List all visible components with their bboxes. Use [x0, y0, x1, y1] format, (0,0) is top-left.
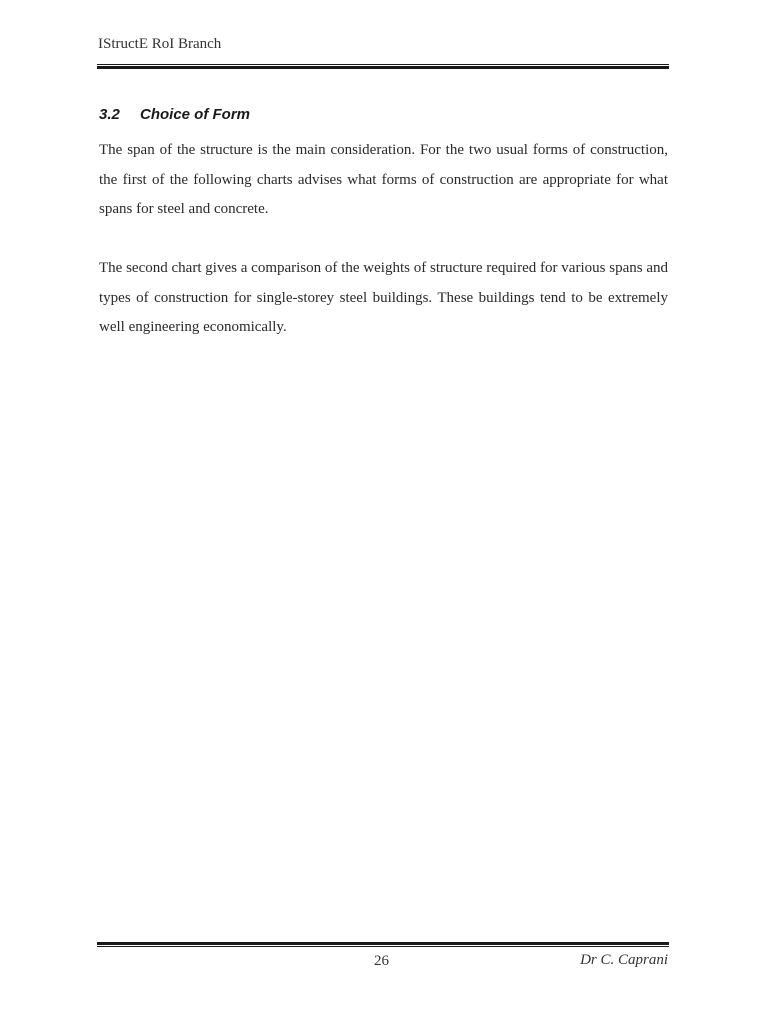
body-paragraph-2: The second chart gives a comparison of the weights of structure required for various spans and types of construction for single-storey steel buildings. These buildings tend to be extremely well engineering economically.	[99, 260, 668, 335]
header-rule-thin	[97, 64, 669, 65]
header-rule-thick	[97, 66, 669, 69]
body-paragraph-1: The span of the structure is the main consideration. For the two usual forms of construction, the first of the following charts advises what forms of construction are appropriate for what spans for steel and concrete.	[99, 142, 668, 217]
section-heading	[99, 106, 250, 123]
footer-rule-thin	[97, 946, 669, 947]
header-rule	[97, 64, 669, 69]
running-header: IStructE RoI Branch	[98, 36, 222, 52]
footer-rule-thick	[97, 942, 669, 945]
footer-author: Dr C. Caprani	[580, 952, 668, 968]
footer-rule	[97, 942, 669, 947]
section-number: 3.2	[99, 106, 120, 123]
section-title: Choice of Form	[140, 106, 251, 123]
page-number: 26	[374, 953, 389, 969]
